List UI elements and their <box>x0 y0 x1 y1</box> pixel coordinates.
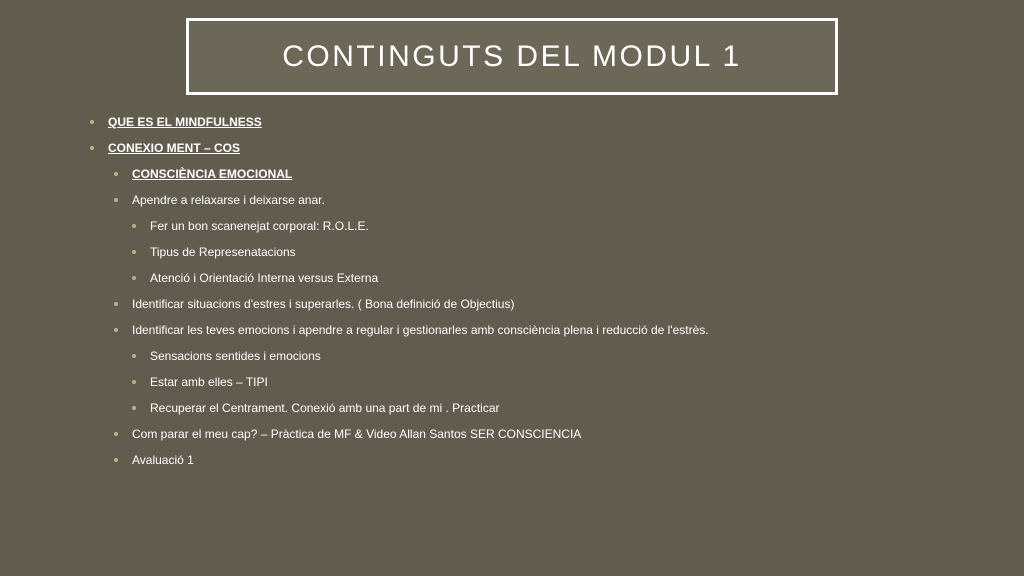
bullet-icon <box>114 328 118 332</box>
bullet-icon <box>114 172 118 176</box>
bullet-icon <box>132 380 136 384</box>
bullet-icon <box>114 302 118 306</box>
title-box <box>186 18 838 95</box>
list-item-text: Avaluació 1 <box>132 453 194 467</box>
list-item-text: QUE ES EL MINDFULNESS <box>108 115 262 129</box>
list-item <box>132 245 296 259</box>
list-item-text: Atenció i Orientació Interna versus Externa <box>150 271 379 285</box>
list-item <box>114 453 194 467</box>
list-item <box>132 401 500 415</box>
list-item-text: Com parar el meu cap? – Pràctica de MF & Video Allan Santos SER CONSCIENCIA <box>132 427 582 441</box>
bullet-icon <box>132 354 136 358</box>
list-item-text: Apendre a relaxarse i deixarse anar. <box>132 193 325 207</box>
list-item-text: Recuperar el Centrament. Conexió amb una part de mi . Practicar <box>150 401 500 415</box>
bullet-icon <box>132 406 136 410</box>
list-item <box>114 323 709 337</box>
list-item <box>132 349 321 363</box>
list-item-text: Identificar les teves emocions i apendre a regular i gestionarles amb consciència plena i reducció de l'estrès. <box>132 323 709 337</box>
list-item <box>114 193 325 207</box>
bullet-icon <box>132 250 136 254</box>
list-item-text: Fer un bon scanenejat corporal: R.O.L.E. <box>150 219 369 233</box>
list-item-text: Identificar situacions d'estres i superarles. ( Bona definició de Objectius) <box>132 297 515 311</box>
bullet-icon <box>90 146 94 150</box>
list-item <box>132 375 268 389</box>
slide-title: CONTINGUTS DEL MODUL 1 <box>282 39 742 73</box>
bullet-icon <box>114 198 118 202</box>
list-item <box>114 427 581 441</box>
bullet-icon <box>114 432 118 436</box>
list-item <box>132 219 369 233</box>
list-item-text: Tipus de Represenatacions <box>150 245 296 259</box>
list-item <box>132 271 378 285</box>
list-item-text: CONSCIÈNCIA EMOCIONAL <box>132 167 293 181</box>
bullet-icon <box>132 224 136 228</box>
bullet-icon <box>90 120 94 124</box>
list-item-text: Sensacions sentides i emocions <box>150 349 321 363</box>
list-item <box>114 167 292 181</box>
list-item-text: CONEXIO MENT – COS <box>108 141 241 155</box>
bullet-icon <box>132 276 136 280</box>
list-item <box>114 297 514 311</box>
list-item-text: Estar amb elles – TIPI <box>150 375 268 389</box>
list-item <box>90 141 240 155</box>
bullet-icon <box>114 458 118 462</box>
list-item <box>90 115 262 129</box>
